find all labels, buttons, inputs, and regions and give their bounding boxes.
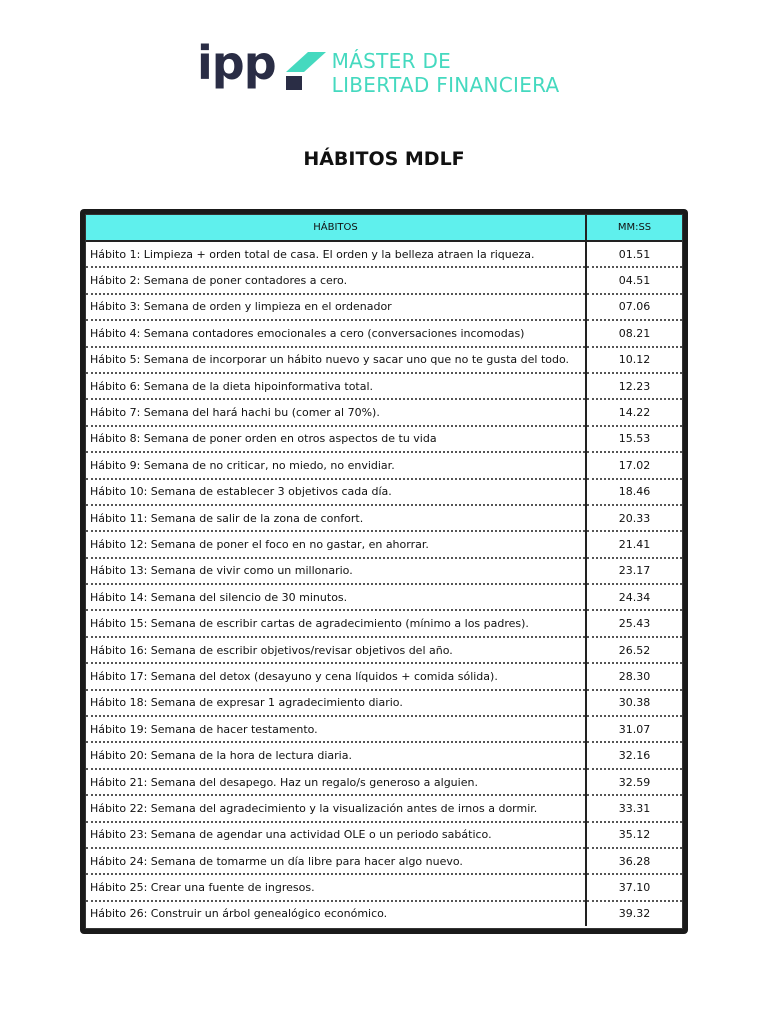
habit-cell: Hábito 16: Semana de escribir objetivos/revisar objetivos del año. — [86, 637, 586, 663]
brand-logo — [197, 38, 560, 98]
header-habits: HÁBITOS — [86, 215, 586, 241]
table-row — [86, 795, 682, 821]
table-row — [86, 452, 682, 478]
table-row — [86, 531, 682, 557]
habit-cell: Hábito 11: Semana de salir de la zona de confort. — [86, 505, 586, 531]
time-cell: 39.32 — [618, 907, 651, 921]
habit-cell: Hábito 1: Limpieza + orden total de casa. El orden y la belleza atraen la riqueza. — [86, 241, 586, 267]
table-row — [86, 241, 682, 267]
time-cell: 01.51 — [586, 241, 682, 267]
table-row — [86, 874, 682, 900]
time-cell: 20.33 — [586, 505, 682, 531]
logo-text — [332, 49, 560, 97]
time-cell: 30.38 — [586, 690, 682, 716]
table-row — [86, 505, 682, 531]
page-title: HÁBITOS MDLF — [303, 148, 465, 170]
habit-cell: Hábito 6: Semana de la dieta hipoinformativa total. — [86, 373, 586, 399]
time-cell: 08.21 — [586, 320, 682, 346]
time-cell: 35.12 — [586, 822, 682, 848]
time-cell: 17.02 — [586, 452, 682, 478]
habit-cell: Hábito 8: Semana de poner orden en otros aspectos de tu vida — [86, 426, 586, 452]
table-row — [86, 558, 682, 584]
logo-line-1: MÁSTER DE — [331, 49, 452, 73]
time-cell: 14.22 — [586, 399, 682, 425]
header-time: MM:SS — [586, 215, 682, 241]
time-cell: 04.51 — [586, 267, 682, 293]
habit-cell: Hábito 17: Semana del detox (desayuno y cena líquidos + comida sólida). — [86, 663, 586, 689]
time-cell: 21.41 — [586, 531, 682, 557]
table-row — [86, 373, 682, 399]
habit-cell: Hábito 2: Semana de poner contadores a cero. — [86, 267, 586, 293]
time-cell: 33.31 — [586, 795, 682, 821]
table-row — [86, 347, 682, 373]
logo-ipp-wordmark: ipp — [197, 36, 276, 90]
habit-cell: Hábito 24: Semana de tomarme un día libre para hacer algo nuevo. — [86, 848, 586, 874]
time-cell: 36.28 — [586, 848, 682, 874]
habits-table-container — [85, 214, 683, 929]
habit-cell: Hábito 14: Semana del silencio de 30 minutos. — [86, 584, 586, 610]
habit-cell: Hábito 13: Semana de vivir como un millonario. — [86, 558, 586, 584]
time-cell: 15.53 — [586, 426, 682, 452]
table-row — [86, 716, 682, 742]
time-cell: 12.23 — [586, 373, 682, 399]
logo-line-2: LIBERTAD FINANCIERA — [331, 73, 560, 97]
table-row — [86, 294, 682, 320]
habit-cell: Hábito 4: Semana contadores emocionales a cero (conversaciones incomodas) — [86, 320, 586, 346]
time-cell: 25.43 — [586, 610, 682, 636]
habit-cell: Hábito 25: Crear una fuente de ingresos. — [86, 874, 586, 900]
habit-cell: Hábito 19: Semana de hacer testamento. — [86, 716, 586, 742]
habit-cell: Hábito 26: Construir un árbol genealógico económico. — [86, 901, 586, 926]
logo-chevron-icon — [286, 50, 326, 94]
habit-cell: Hábito 20: Semana de la hora de lectura diaria. — [86, 742, 586, 768]
habit-cell: Hábito 22: Semana del agradecimiento y la visualización antes de irnos a dormir. — [86, 795, 586, 821]
table-row — [86, 848, 682, 874]
table-row — [86, 690, 682, 716]
habit-cell: Hábito 21: Semana del desapego. Haz un regalo/s generoso a alguien. — [86, 769, 586, 795]
table-row — [86, 610, 682, 636]
table-row — [86, 822, 682, 848]
time-cell: 28.30 — [586, 663, 682, 689]
table-row — [86, 584, 682, 610]
habit-cell: Hábito 5: Semana de incorporar un hábito nuevo y sacar uno que no te gusta del todo. — [86, 347, 586, 373]
table-row — [86, 426, 682, 452]
time-cell: 23.17 — [586, 558, 682, 584]
time-cell: 07.06 — [586, 294, 682, 320]
table-row — [86, 320, 682, 346]
habits-table-frame — [80, 209, 688, 934]
habits-table — [86, 215, 682, 926]
habit-cell: Hábito 9: Semana de no criticar, no miedo, no envidiar. — [86, 452, 586, 478]
time-cell: 31.07 — [586, 716, 682, 742]
table-row — [86, 637, 682, 663]
table-row — [86, 901, 682, 926]
habit-cell: Hábito 12: Semana de poner el foco en no gastar, en ahorrar. — [86, 531, 586, 557]
table-body — [86, 241, 682, 926]
table-row — [86, 769, 682, 795]
table-row — [86, 663, 682, 689]
table-row — [86, 399, 682, 425]
table-row — [86, 479, 682, 505]
table-row — [86, 742, 682, 768]
time-cell: 32.59 — [586, 769, 682, 795]
habit-cell: Hábito 15: Semana de escribir cartas de agradecimiento (mínimo a los padres). — [86, 610, 586, 636]
time-cell: 37.10 — [586, 874, 682, 900]
habit-cell: Hábito 23: Semana de agendar una actividad OLE o un periodo sabático. — [86, 822, 586, 848]
habit-cell: Hábito 10: Semana de establecer 3 objetivos cada día. — [86, 479, 586, 505]
time-cell: 18.46 — [586, 479, 682, 505]
time-cell: 26.52 — [586, 637, 682, 663]
table-header-row — [86, 215, 682, 241]
time-cell: 10.12 — [586, 347, 682, 373]
habit-cell: Hábito 3: Semana de orden y limpieza en el ordenador — [86, 294, 586, 320]
table-row — [86, 267, 682, 293]
habit-cell: Hábito 18: Semana de expresar 1 agradecimiento diario. — [86, 690, 586, 716]
time-cell: 32.16 — [586, 742, 682, 768]
time-cell: 24.34 — [586, 584, 682, 610]
habit-cell: Hábito 7: Semana del hará hachi bu (comer al 70%). — [86, 399, 586, 425]
